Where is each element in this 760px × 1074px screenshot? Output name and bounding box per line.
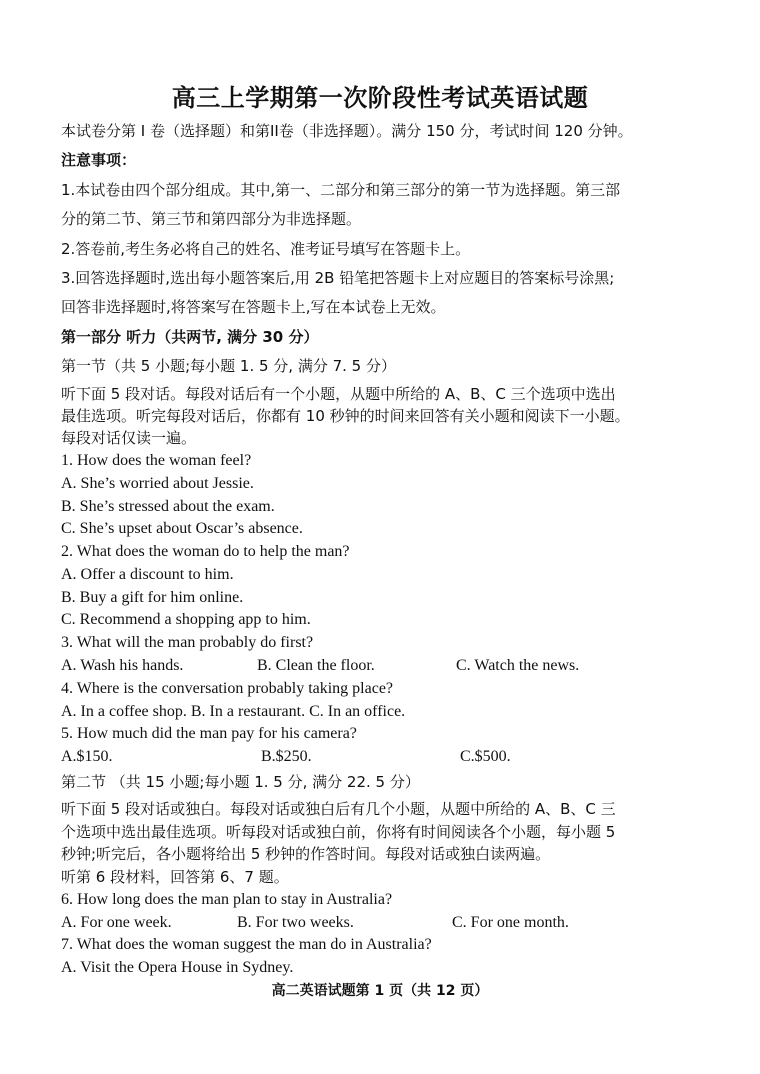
part-1-heading: 第一部分 听力（共两节, 满分 30 分） (61, 328, 319, 346)
intro-text: 本试卷分第 I 卷（选择题）和第II卷（非选择题）。满分 150 分，考试时间 120 分钟。 (61, 122, 633, 140)
notes-heading: 注意事项： (61, 151, 137, 169)
question-5-option-b: B.$250. (261, 748, 312, 765)
question-3-options (61, 656, 579, 676)
question-4: 4. Where is the conversation probably taking place? (61, 680, 394, 697)
question-6-option-c: C. For one month. (452, 914, 569, 931)
note-3-line-2: 回答非选择题时,将答案写在答题卡上,写在本试卷上无效。 (61, 298, 446, 316)
question-6-options (61, 913, 569, 933)
question-7-option-a: A. Visit the Opera House in Sydney. (61, 959, 294, 976)
question-2-option-a: A. Offer a discount to him. (61, 566, 234, 583)
question-1-option-b: B. She’s stressed about the exam. (61, 498, 275, 515)
question-2-option-b: B. Buy a gift for him online. (61, 589, 244, 606)
section-2-instructions-line-2: 个选项中选出最佳选项。听每段对话或独白前，你将有时间阅读各个小题，每小题 5 (61, 823, 616, 841)
section-1-instructions-line-1: 听下面 5 段对话。每段对话后有一个小题，从题中所给的 A、B、C 三个选项中选出 (61, 385, 616, 403)
section-1-heading: 第一节（共 5 小题;每小题 1. 5 分, 满分 7. 5 分） (61, 357, 396, 375)
question-7: 7. What does the woman suggest the man do in Australia? (61, 936, 432, 953)
question-6-option-a: A. For one week. (61, 914, 172, 931)
section-1-instructions-line-3: 每段对话仅读一遍。 (61, 429, 197, 447)
question-5-option-a: A.$150. (61, 748, 113, 765)
question-3-option-b: B. Clean the floor. (257, 657, 375, 674)
question-1-option-c: C. She’s upset about Oscar’s absence. (61, 520, 303, 537)
question-5: 5. How much did the man pay for his camera? (61, 725, 357, 742)
question-2-option-c: C. Recommend a shopping app to him. (61, 611, 311, 628)
page-footer: 高二英语试题第 1 页（共 12 页） (271, 983, 489, 999)
question-3-option-a: A. Wash his hands. (61, 657, 184, 674)
question-1-option-a: A. She’s worried about Jessie. (61, 475, 254, 492)
exam-title: 高三上学期第一次阶段性考试英语试题 (171, 84, 589, 112)
question-5-options (61, 747, 511, 767)
note-1-line-2: 分的第二节、第三节和第四部分为非选择题。 (61, 210, 362, 228)
note-3-line-1: 3.回答选择题时,选出每小题答案后,用 2B 铅笔把答题卡上对应题目的答案标号涂黑; (61, 269, 615, 287)
question-6-option-b: B. For two weeks. (237, 914, 354, 931)
question-5-option-c: C.$500. (460, 748, 511, 765)
question-6: 6. How long does the man plan to stay in Australia? (61, 891, 393, 908)
note-1-line-1: 1.本试卷由四个部分组成。其中,第一、二部分和第三部分的第一节为选择题。第三部 (61, 181, 621, 199)
question-4-options: A. In a coffee shop. B. In a restaurant. C. In an office. (61, 703, 406, 720)
question-1: 1. How does the woman feel? (61, 452, 252, 469)
question-3: 3. What will the man probably do first? (61, 634, 314, 651)
question-2: 2. What does the woman do to help the man? (61, 543, 350, 560)
section-2-heading: 第二节 （共 15 小题;每小题 1. 5 分, 满分 22. 5 分） (61, 773, 420, 791)
section-2-instructions-line-1: 听下面 5 段对话或独白。每段对话或独白后有几个小题，从题中所给的 A、B、C 三 (61, 800, 616, 818)
material-6-heading: 听第 6 段材料，回答第 6、7 题。 (61, 868, 289, 886)
section-2-instructions-line-3: 秒钟;听完后，各小题将给出 5 秒钟的作答时间。每段对话或独白读两遍。 (61, 845, 551, 863)
question-3-option-c: C. Watch the news. (456, 657, 580, 674)
note-2: 2.答卷前,考生务必将自己的姓名、准考证号填写在答题卡上。 (61, 240, 471, 258)
section-1-instructions-line-2: 最佳选项。听完每段对话后，你都有 10 秒钟的时间来回答有关小题和阅读下一小题。 (61, 407, 630, 425)
